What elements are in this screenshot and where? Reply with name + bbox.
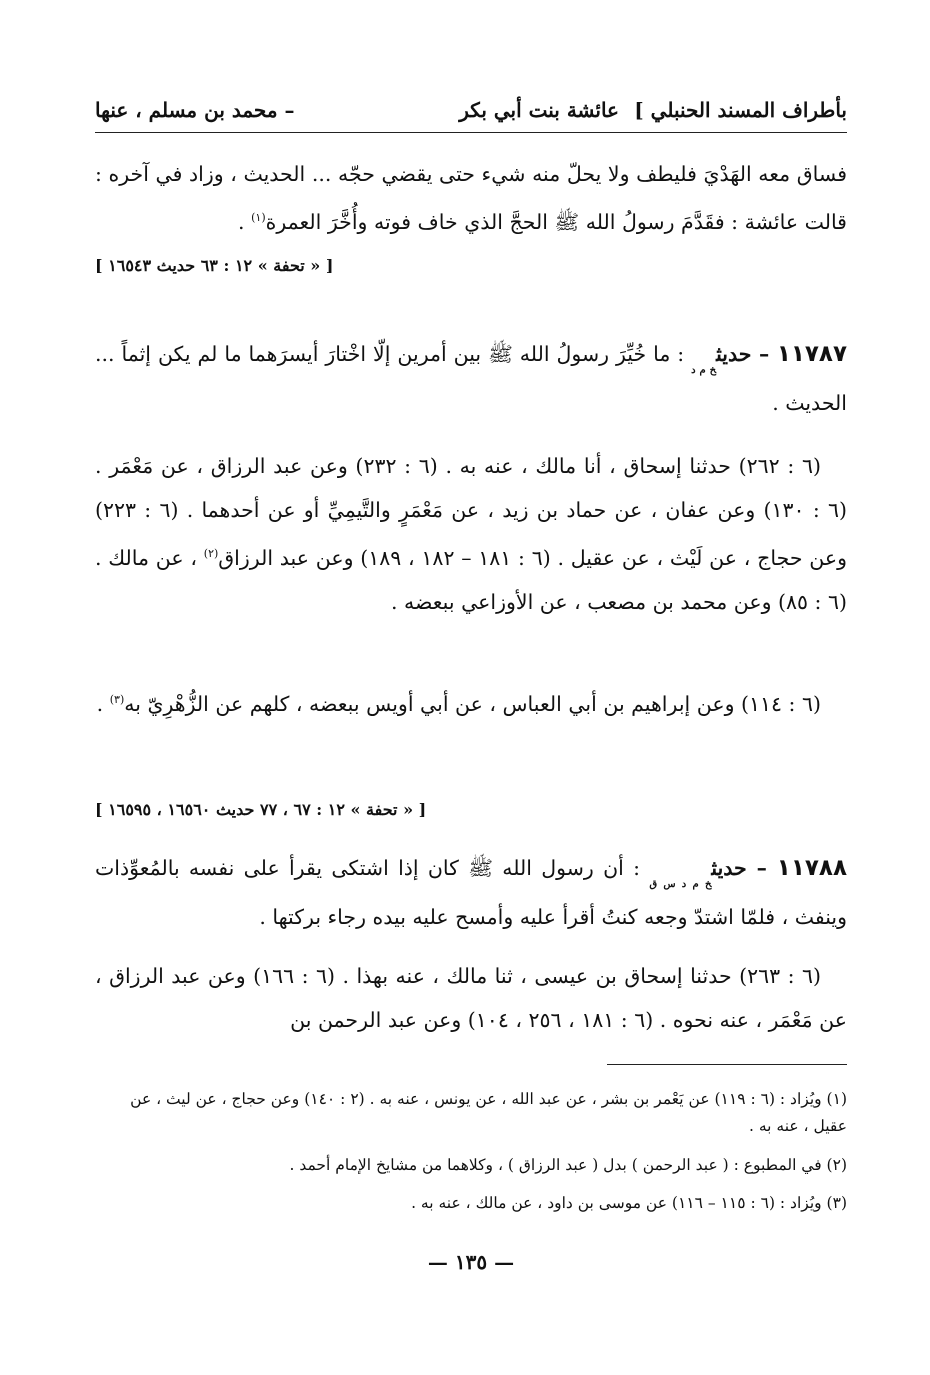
hadith-keyword: حديث$_{خ م د}$ [691, 342, 752, 376]
isnad-text: (٦ : ٢٦٣) حدثنا إسحاق بن عيسى ، ثنا مالك ، عنه بهذا . (٦ : ١٦٦) وعن عبد الرزاق ، عن مَعْمَر ، عنه نحوه . (٦ : ١٨١ ، ٢٥٦ ، ١٠٤) وعن عبد الرحمن بن [95, 964, 847, 1032]
isnad-text-end: ، عن مالك . (٦ : ٨٥) وعن محمد بن مصعب ، عن الأوزاعي ببعضه . [95, 545, 847, 614]
hadith-dash: – [746, 856, 777, 880]
footnote-mark: (٣) [109, 693, 125, 706]
footnote-1: (١) ويُزاد : (٦ : ١١٩) عن يَعْمر بن بشر ، عن عبد الله ، عن يونس ، عنه به . (٢ : ١٤٠) وعن حجاج ، عن ليث ، عن عقيل ، عنه به . [130, 1090, 847, 1135]
period: . [96, 691, 110, 716]
isnad-paragraph [95, 954, 847, 1042]
isnad-text: (٦ : ٢٦٢) حدثنا إسحاق ، أنا مالك ، عنه به . (٦ : ٢٣٢) وعن عبد الرزاق ، عن مَعْمَر . (٦ : ١٣٠) وعن عفان ، عن حماد بن زيد ، عن مَعْمَرٍ والتَّيمِيِّ أو عن أحدهما . (٦ : ٢٢٣) وعن حجاج ، عن لَيْث ، عن عقيل . (٦ : ١٨١ – ١٨٢ ، ١٨٩) وعن عبد الرزاق [95, 454, 847, 570]
tuhfa-reference: [ « تحفة » ١٢ : ٦٣ حديث ١٦٥٤٣ ] [95, 256, 334, 275]
hadith-number: ١١٧٨٧ [776, 341, 848, 367]
isnad-paragraph [95, 444, 847, 624]
hadith-text: : ما خُيِّرَ رسولُ الله ﷺ بين أمرين إلّا اخْتارَ أيسرَهما ما لم يكن إثماً ... الحديث . [95, 342, 847, 415]
footnote-mark: (٢) [203, 547, 219, 560]
period: . [238, 209, 252, 234]
footnote-mark: (١) [251, 211, 266, 224]
sigla-symbols: خ م د س ق [649, 879, 712, 890]
sigla-symbols: خ م د [691, 365, 717, 376]
hadith-keyword: حديث$_{خ م د س ق}$ [649, 856, 747, 890]
hadith-11788 [95, 846, 847, 939]
hadith-11787 [95, 332, 847, 425]
hadith-dash: – [751, 342, 777, 366]
isnad-text: (٦ : ١١٤) وعن إبراهيم بن أبي العباس ، عن أبي أويس ببعضه ، كلهم عن الزُّهْرِيّ به [124, 691, 821, 716]
continuation-text: فساق معه الهَدْيَ فليطف ولا يحلّ منه شيء حتى يقضي حجّه ... الحديث ، وزاد في آخره : قالت عائشة : فقَدَّمَ رسولُ الله ﷺ الحجَّ الذي خاف فوته وأُخَّرَ العمرة [95, 162, 847, 234]
continuation-paragraph [95, 152, 847, 244]
running-header [95, 88, 847, 133]
hadith-number: ١١٧٨٨ [776, 855, 847, 881]
tuhfa-reference: [ « تحفة » ١٢ : ٦٧ ، ٧٧ حديث ١٦٥٦٠ ، ١٦٥٩٥ ] [95, 800, 427, 819]
header-subsection-title: – محمد بن مسلم ، عنها [95, 98, 295, 122]
header-book-title: بأطراف المسند الحنبلي ] [634, 98, 847, 122]
header-section-title: عائشة بنت أبي بكر [459, 98, 619, 122]
isnad-paragraph [95, 678, 847, 726]
footnote-2: (٢) في المطبوع : ( عبد الرحمن ) بدل ( عبد الرزاق ) ، وكلاهما من مشايخ الإمام أحمد . [289, 1156, 847, 1174]
footnote-3: (٣) ويُزاد : (٦ : ١١٥ – ١١٦) عن موسى بن داود ، عن مالك ، عنه به . [411, 1194, 847, 1212]
page [95, 78, 847, 1368]
footnote-separator [607, 1064, 847, 1065]
page-number: — ١٣٥ — [427, 1250, 515, 1274]
hadith-text: : أن رسول الله ﷺ كان إذا اشتكى يقرأ على نفسه بالمُعوِّذات وينفث ، فلمّا اشتدّ وجعه كنتُ أقرأ عليه وأمسح عليه بيده رجاء بركتها . [95, 856, 847, 929]
